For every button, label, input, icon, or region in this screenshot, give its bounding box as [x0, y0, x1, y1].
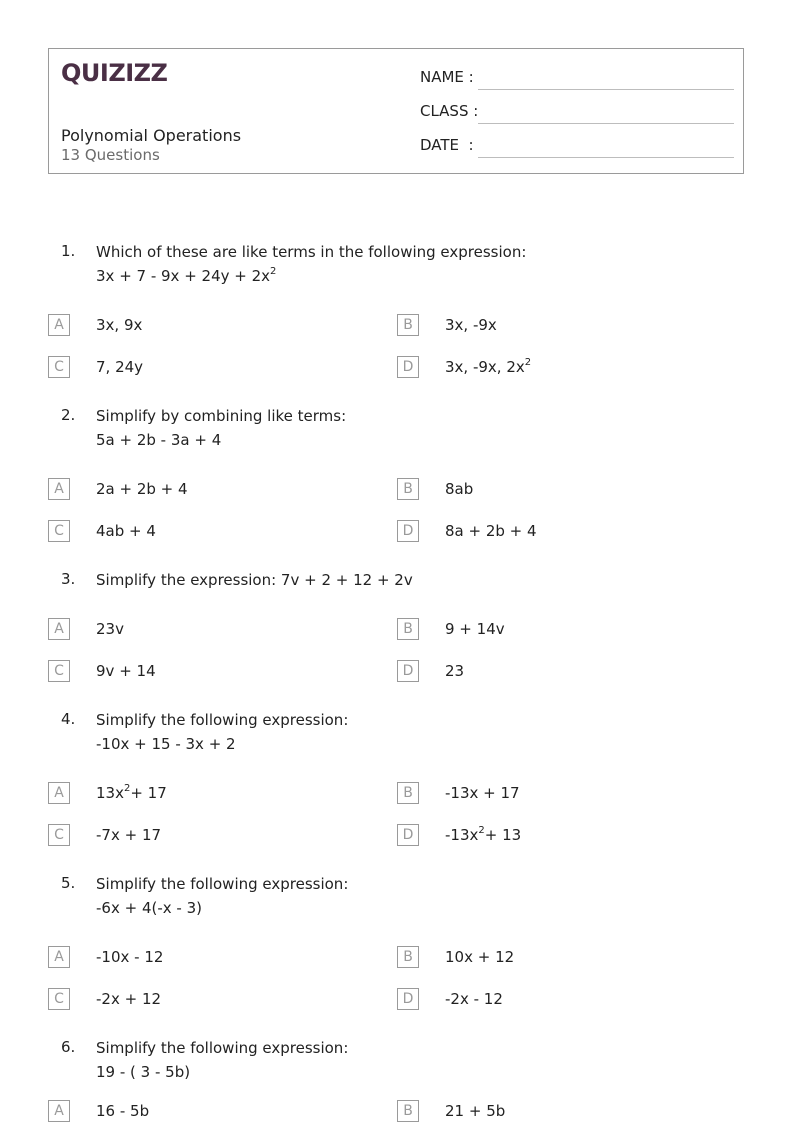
option-letter-a[interactable]: A [48, 314, 70, 336]
option-letter-d[interactable]: D [397, 988, 419, 1010]
option-letter-b[interactable]: B [397, 618, 419, 640]
option-letter-c[interactable]: C [48, 660, 70, 682]
question-number: 5. [61, 874, 76, 892]
exponent: 2 [524, 357, 532, 368]
class-label: CLASS : [420, 102, 479, 120]
option-text [96, 782, 167, 804]
option-base: -13x [445, 826, 479, 844]
class-line[interactable] [478, 123, 734, 124]
option-base: 13x [96, 784, 124, 802]
option-text: 23 [445, 662, 465, 680]
question-text [96, 1036, 348, 1084]
option-letter-a[interactable]: A [48, 1100, 70, 1122]
question-line: Simplify the expression: 7v + 2 + 12 + 2v [96, 571, 413, 589]
option-letter-b[interactable]: B [397, 1100, 419, 1122]
option-text: 16 - 5b [96, 1102, 150, 1120]
option-text: 3x, 9x [96, 316, 143, 334]
option-letter-d[interactable]: D [397, 660, 419, 682]
date-label: DATE : [420, 136, 474, 154]
question-line: -10x + 15 - 3x + 2 [96, 735, 236, 753]
exponent: 2 [478, 825, 485, 836]
option-letter-a[interactable]: A [48, 782, 70, 804]
option-letter-b[interactable]: B [397, 782, 419, 804]
option-tail: + 17 [130, 784, 167, 802]
question-line: Simplify the following expression: [96, 1039, 349, 1057]
quizizz-logo: QUIZIZZ [61, 59, 168, 87]
option-letter-d[interactable]: D [397, 824, 419, 846]
option-letter-c[interactable]: C [48, 356, 70, 378]
worksheet-header [48, 48, 744, 174]
option-text: 8a + 2b + 4 [445, 522, 537, 540]
option-text: -7x + 17 [96, 826, 162, 844]
option-text: -2x + 12 [96, 990, 162, 1008]
option-text [445, 824, 521, 846]
question-text [96, 404, 346, 452]
question-expression: 3x + 7 - 9x + 24y + 2x [96, 267, 271, 285]
option-letter-a[interactable]: A [48, 946, 70, 968]
option-text: 10x + 12 [445, 948, 515, 966]
question-text [96, 568, 413, 592]
option-letter-c[interactable]: C [48, 988, 70, 1010]
option-text: -2x - 12 [445, 990, 503, 1008]
date-line[interactable] [478, 157, 734, 158]
name-field[interactable] [420, 66, 734, 90]
question-line: Simplify the following expression: [96, 711, 349, 729]
option-text: 7, 24y [96, 358, 144, 376]
question-text [96, 872, 348, 920]
question-number: 2. [61, 406, 76, 424]
option-letter-d[interactable]: D [397, 520, 419, 542]
option-tail: + 13 [484, 826, 522, 844]
option-letter-c[interactable]: C [48, 520, 70, 542]
option-letter-a[interactable]: A [48, 478, 70, 500]
date-field[interactable] [420, 134, 734, 158]
option-text [445, 356, 531, 378]
question-number: 3. [61, 570, 76, 588]
option-text: 3x, -9x [445, 316, 497, 334]
exponent: 2 [270, 266, 277, 277]
option-letter-b[interactable]: B [397, 314, 419, 336]
option-letter-b[interactable]: B [397, 946, 419, 968]
question-line: 19 - ( 3 - 5b) [96, 1063, 191, 1081]
option-text: 23v [96, 620, 124, 638]
question-number: 1. [61, 242, 76, 260]
name-line[interactable] [478, 89, 734, 90]
option-letter-d[interactable]: D [397, 356, 419, 378]
question-line: Simplify the following expression: [96, 875, 349, 893]
question-count: 13 Questions [61, 146, 160, 164]
class-field[interactable] [420, 100, 734, 124]
option-text: -10x - 12 [96, 948, 164, 966]
exponent: 2 [123, 783, 131, 794]
worksheet-title: Polynomial Operations [61, 126, 242, 145]
option-letter-a[interactable]: A [48, 618, 70, 640]
option-text: 9 + 14v [445, 620, 505, 638]
question-text [96, 708, 348, 756]
question-line: Simplify by combining like terms: [96, 407, 347, 425]
option-text: 4ab + 4 [96, 522, 156, 540]
name-label: NAME : [420, 68, 474, 86]
option-text: -13x + 17 [445, 784, 520, 802]
option-letter-c[interactable]: C [48, 824, 70, 846]
question-number: 4. [61, 710, 76, 728]
question-line: 5a + 2b - 3a + 4 [96, 431, 222, 449]
question-number: 6. [61, 1038, 76, 1056]
option-letter-b[interactable]: B [397, 478, 419, 500]
option-text: 9v + 14 [96, 662, 156, 680]
question-line: -6x + 4(-x - 3) [96, 899, 202, 917]
question-line: Which of these are like terms in the following expression: [96, 243, 527, 261]
option-text: 21 + 5b [445, 1102, 506, 1120]
option-base: 3x, -9x, 2x [445, 358, 525, 376]
question-line [96, 264, 526, 288]
option-text: 8ab [445, 480, 474, 498]
option-text: 2a + 2b + 4 [96, 480, 188, 498]
question-text [96, 240, 526, 288]
